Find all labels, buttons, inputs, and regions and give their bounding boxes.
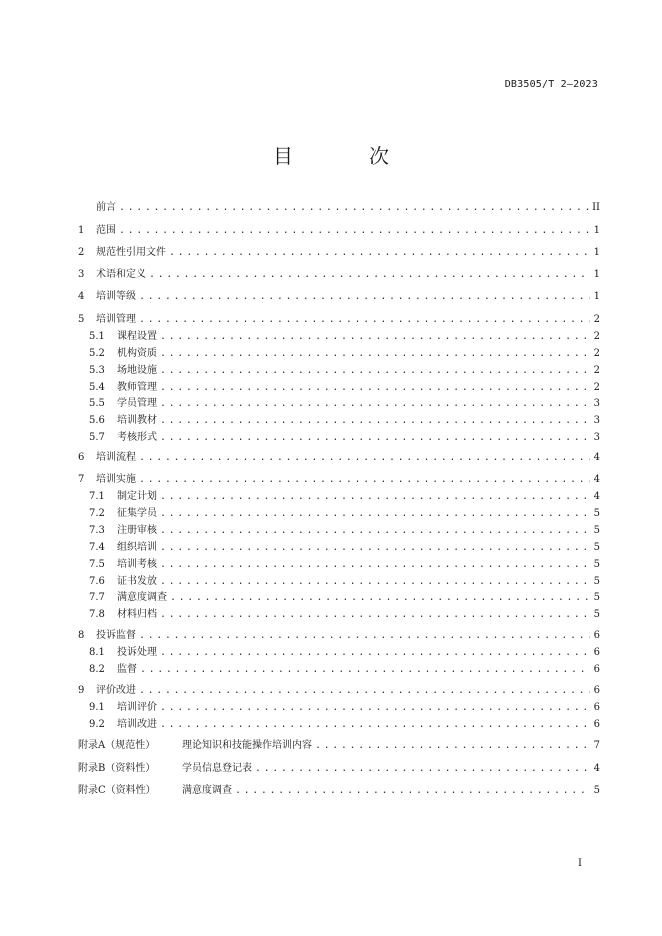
toc-entry[interactable] — [89, 717, 600, 733]
toc-leader-dots — [160, 380, 590, 396]
toc-leader-dots — [160, 557, 590, 573]
toc-leader-dots — [140, 662, 590, 678]
toc-entry-page: 1 — [593, 225, 600, 236]
toc-leader-dots — [139, 312, 590, 328]
toc-entry-page: 6 — [593, 664, 600, 675]
toc-entry-page: 4 — [593, 474, 600, 485]
toc-entry-number: 9.1 — [89, 702, 105, 713]
toc-entry[interactable] — [89, 590, 600, 606]
toc-entry-label: 培训考核 — [117, 559, 157, 570]
toc-entry-page: 6 — [593, 685, 600, 696]
toc-entry[interactable] — [78, 200, 600, 216]
toc-entry-label: 培训管理 — [96, 314, 136, 325]
toc-leader-dots — [160, 489, 590, 505]
toc-leader-dots — [169, 245, 590, 261]
toc-entry-number: 4 — [78, 291, 85, 302]
toc-entry-page: 1 — [593, 269, 600, 280]
toc-entry-number: 5.2 — [89, 348, 105, 359]
toc-entry-number: 5.1 — [89, 331, 105, 342]
toc-entry[interactable] — [78, 312, 600, 328]
toc-leader-dots — [160, 645, 590, 661]
toc-leader-dots — [160, 413, 590, 429]
toc-leader-dots — [160, 574, 590, 590]
toc-entry-label: 投诉处理 — [117, 647, 157, 658]
toc-entry-number: 3 — [78, 269, 85, 280]
toc-entry[interactable] — [78, 223, 600, 239]
toc-entry-page: 1 — [593, 247, 600, 258]
toc-entry-label: 组织培训 — [117, 542, 157, 553]
toc-entry-number: 5 — [78, 314, 85, 325]
toc-entry-number: 7.2 — [89, 508, 105, 519]
toc-entry-label: 机构资质 — [117, 348, 157, 359]
document-code: DB3505/T 2—2023 — [504, 79, 598, 90]
toc-entry-label: 评价改进 — [96, 685, 136, 696]
toc-entry-number: 7.4 — [89, 542, 105, 553]
toc-entry-number: 5.7 — [89, 432, 105, 443]
toc-entry-page: 4 — [593, 491, 600, 502]
toc-entry-label: 培训流程 — [96, 452, 136, 463]
toc-entry-label: 培训评价 — [117, 702, 157, 713]
toc-entry[interactable] — [78, 450, 600, 466]
page-title: 目 次 — [273, 144, 417, 168]
toc-entry-number: 附录C（资料性） — [78, 785, 156, 796]
toc-entry-label: 注册审核 — [117, 525, 157, 536]
toc-entry[interactable] — [89, 557, 600, 573]
toc-entry-label: 培训等级 — [96, 291, 136, 302]
toc-leader-dots — [139, 683, 590, 699]
toc-leader-dots — [119, 223, 590, 239]
toc-entry-label: 满意度调查 — [182, 785, 232, 796]
toc-entry-label: 范围 — [96, 225, 116, 236]
toc-entry-label: 考核形式 — [117, 432, 157, 443]
toc-entry-label: 培训教材 — [117, 415, 157, 426]
toc-entry-label: 前言 — [96, 202, 116, 213]
toc-entry-number: 5.3 — [89, 365, 105, 376]
toc-entry-number: 5.5 — [89, 398, 105, 409]
toc-entry[interactable] — [78, 783, 600, 799]
toc-entry-page: 5 — [593, 508, 600, 519]
toc-entry[interactable] — [89, 574, 600, 590]
toc-entry[interactable] — [78, 245, 600, 261]
toc-entry-label: 制定计划 — [117, 491, 157, 502]
toc-entry-number: 7.1 — [89, 491, 105, 502]
toc-entry-page: 5 — [593, 525, 600, 536]
toc-entry[interactable] — [78, 761, 600, 777]
toc-entry-page: 5 — [593, 542, 600, 553]
toc-leader-dots — [160, 396, 590, 412]
toc-entry-label: 满意度调查 — [117, 592, 167, 603]
toc-entry-page: 6 — [593, 702, 600, 713]
toc-entry-number: 9 — [78, 685, 85, 696]
toc-entry-page: 6 — [593, 719, 600, 730]
toc-entry-label: 场地设施 — [117, 365, 157, 376]
toc-entry[interactable] — [89, 489, 600, 505]
toc-entry[interactable] — [89, 523, 600, 539]
toc-entry-number: 7.7 — [89, 592, 105, 603]
toc-leader-dots — [160, 540, 590, 556]
toc-entry-number: 8 — [78, 630, 85, 641]
toc-entry-page: 6 — [593, 630, 600, 641]
toc-entry[interactable] — [89, 607, 600, 623]
toc-entry-label: 培训改进 — [117, 719, 157, 730]
toc-entry-label: 征集学员 — [117, 508, 157, 519]
toc-entry-number: 7.3 — [89, 525, 105, 536]
toc-entry[interactable] — [78, 472, 600, 488]
toc-entry-page: 5 — [593, 576, 600, 587]
toc-entry-label: 证书发放 — [117, 576, 157, 587]
toc-leader-dots — [139, 472, 590, 488]
toc-leader-dots — [160, 607, 590, 623]
toc-leader-dots — [160, 506, 590, 522]
toc-entry-number: 7 — [78, 474, 85, 485]
toc-entry[interactable] — [89, 363, 600, 379]
toc-leader-dots — [160, 717, 590, 733]
toc-entry-label: 学员信息登记表 — [182, 763, 252, 774]
toc-entry-number: 7.8 — [89, 609, 105, 620]
toc-entry-number: 2 — [78, 247, 85, 258]
toc-entry-label: 培训实施 — [96, 474, 136, 485]
toc-entry-number: 7.6 — [89, 576, 105, 587]
toc-entry[interactable] — [78, 289, 600, 305]
toc-entry[interactable] — [78, 738, 600, 754]
toc-leader-dots — [170, 590, 590, 606]
toc-entry-page: 2 — [593, 382, 600, 393]
toc-leader-dots — [139, 289, 590, 305]
toc-entry[interactable] — [89, 413, 600, 429]
toc-entry-label: 学员管理 — [117, 398, 157, 409]
toc-entry-label: 规范性引用文件 — [96, 247, 166, 258]
toc-entry-page: 5 — [593, 785, 600, 796]
toc-entry-page: 2 — [593, 331, 600, 342]
toc-entry-page: 5 — [593, 559, 600, 570]
toc-entry-page: 5 — [593, 609, 600, 620]
toc-leader-dots — [160, 523, 590, 539]
toc-entry[interactable] — [89, 396, 600, 412]
toc-entry[interactable] — [78, 628, 600, 644]
toc-entry-page: 2 — [593, 365, 600, 376]
toc-entry[interactable] — [89, 540, 600, 556]
toc-entry-page: 4 — [593, 763, 600, 774]
toc-entry-page: 7 — [593, 740, 600, 751]
toc-entry-page: 6 — [593, 647, 600, 658]
toc-entry-label: 术语和定义 — [96, 269, 146, 280]
toc-entry-page: 4 — [593, 452, 600, 463]
toc-entry-page: II — [592, 202, 600, 213]
page-number: I — [578, 858, 582, 869]
toc-leader-dots — [235, 783, 590, 799]
toc-entry[interactable] — [89, 506, 600, 522]
toc-entry[interactable] — [89, 662, 600, 678]
toc-entry-page: 5 — [593, 592, 600, 603]
toc-entry-label: 理论知识和技能操作培训内容 — [182, 740, 312, 751]
toc-leader-dots — [160, 363, 590, 379]
toc-entry-label: 教师管理 — [117, 382, 157, 393]
toc-leader-dots — [149, 267, 590, 283]
toc-entry-number: 8.1 — [89, 647, 105, 658]
toc-entry-number: 7.5 — [89, 559, 105, 570]
toc-entry-number: 8.2 — [89, 664, 105, 675]
toc-entry-page: 3 — [593, 415, 600, 426]
toc-entry-page: 3 — [593, 398, 600, 409]
toc-leader-dots — [255, 761, 590, 777]
toc-entry-number: 附录B（资料性） — [78, 763, 156, 774]
toc-leader-dots — [119, 200, 590, 216]
toc-entry[interactable] — [78, 683, 600, 699]
toc-entry-label: 材料归档 — [117, 609, 157, 620]
toc-entry[interactable] — [78, 267, 600, 283]
toc-entry-number: 9.2 — [89, 719, 105, 730]
toc-entry-label: 监督 — [117, 664, 137, 675]
toc-entry-page: 1 — [593, 291, 600, 302]
toc-entry-number: 5.6 — [89, 415, 105, 426]
toc-leader-dots — [160, 346, 590, 362]
toc-entry-label: 投诉监督 — [96, 630, 136, 641]
toc-entry-page: 2 — [593, 314, 600, 325]
toc-entry[interactable] — [89, 430, 600, 446]
toc-entry-number: 1 — [78, 225, 85, 236]
toc-entry-number: 5.4 — [89, 382, 105, 393]
toc-entry-number: 附录A（规范性） — [78, 740, 156, 751]
toc-leader-dots — [160, 700, 590, 716]
toc-entry[interactable] — [89, 700, 600, 716]
toc-entry[interactable] — [89, 346, 600, 362]
toc-leader-dots — [139, 628, 590, 644]
toc-entry-label: 课程设置 — [117, 331, 157, 342]
toc-entry-page: 2 — [593, 348, 600, 359]
toc-leader-dots — [139, 450, 590, 466]
toc-entry[interactable] — [89, 645, 600, 661]
toc-entry-page: 3 — [593, 432, 600, 443]
toc-leader-dots — [160, 329, 590, 345]
toc-entry[interactable] — [89, 380, 600, 396]
toc-leader-dots — [315, 738, 590, 754]
toc-leader-dots — [160, 430, 590, 446]
toc-entry-number: 6 — [78, 452, 85, 463]
toc-entry[interactable] — [89, 329, 600, 345]
